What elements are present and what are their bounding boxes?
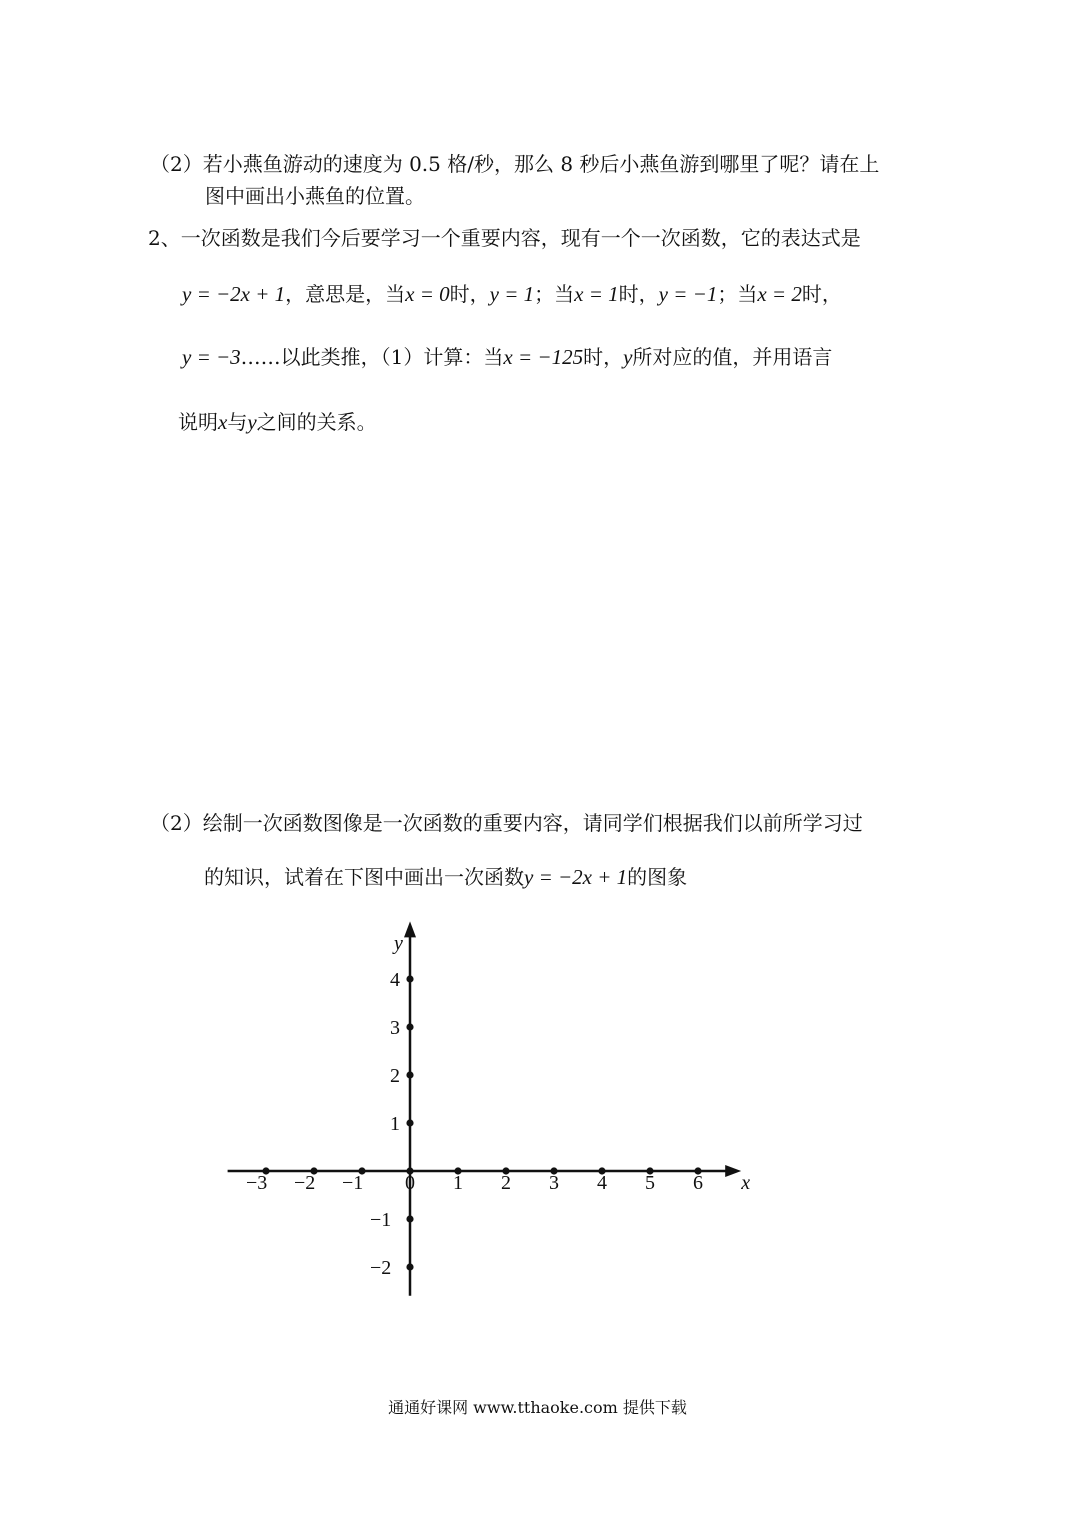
y-axis-arrow (404, 921, 416, 937)
x-tick-label: −2 (294, 1172, 316, 1194)
y-tick-label: 4 (390, 969, 400, 991)
text: 之间的关系。 (256, 410, 377, 434)
x-tick-label: 0 (405, 1172, 415, 1194)
x-tick-label: 3 (549, 1172, 559, 1194)
x-tick-label: 1 (453, 1172, 463, 1194)
x-tick-label: 5 (645, 1172, 655, 1194)
y-tick-dot (406, 1071, 413, 1078)
footer-text: 通通好课网 www.tthaoke.com 提供下载 (388, 1398, 687, 1417)
var-x: x (218, 410, 228, 434)
condition-x2: x = 2 (757, 282, 802, 306)
text: 说明 (178, 410, 218, 434)
condition-x-125: x = −125 (503, 345, 584, 369)
y-tick-label: 1 (390, 1113, 400, 1135)
formula-text: y = −2x + 1 (524, 865, 628, 889)
y-tick-dot (406, 1215, 413, 1222)
q2-part2-line1: （2）绘制一次函数图像是一次函数的重要内容，请同学们根据我们以前所学习过 (150, 811, 863, 835)
text: 时， (449, 282, 490, 306)
y-axis-label: y (394, 932, 403, 955)
text: 时， (583, 345, 624, 369)
x-tick-label: 6 (693, 1172, 703, 1194)
y-tick-dot (406, 975, 413, 982)
var-y: y (247, 410, 257, 434)
y-tick-label: −1 (370, 1209, 392, 1231)
text: ……以此类推，（1）计算：当 (240, 345, 504, 369)
x-tick-label: 2 (501, 1172, 511, 1194)
y-tick-label: −2 (370, 1257, 392, 1279)
value-y1: y = 1 (489, 282, 535, 306)
y-tick-dot (406, 1023, 413, 1030)
x-tick-label: −3 (246, 1172, 268, 1194)
text: 时， (618, 282, 659, 306)
text: 的知识，试着在下图中画出一次函数 (204, 865, 524, 889)
value-y-1: y = −1 (658, 282, 718, 306)
y-tick-label: 2 (390, 1065, 400, 1087)
y-tick-dot (406, 1263, 413, 1270)
y-tick-label: 3 (390, 1017, 400, 1039)
q1-part2-line1: （2）若小燕鱼游动的速度为 0.5 格/秒，那么 8 秒后小燕鱼游到哪里了呢？请在上 (150, 152, 880, 176)
text: ；当 (717, 282, 758, 306)
text: 时， (801, 282, 842, 306)
text: 的图象 (627, 865, 688, 889)
condition-x1: x = 1 (574, 282, 619, 306)
y-tick-dot (406, 1119, 413, 1126)
x-axis-arrow (725, 1165, 741, 1177)
text: 所对应的值，并用语言 (632, 345, 833, 369)
x-tick-label: 4 (597, 1172, 607, 1194)
text: ；当 (534, 282, 575, 306)
x-tick-label: −1 (342, 1172, 364, 1194)
condition-x0: x = 0 (405, 282, 450, 306)
value-y-3: y = −3 (182, 345, 241, 369)
formula-text: y = −2x + 1 (182, 282, 286, 306)
text: ，意思是，当 (285, 282, 406, 306)
q1-part2-line2: 图中画出小燕鱼的位置。 (205, 184, 425, 208)
x-axis-label: x (741, 1172, 751, 1194)
text: 与 (227, 410, 248, 434)
var-y: y (623, 345, 633, 369)
q2-intro: 2、一次函数是我们今后要学习一个重要内容，现有一个一次函数，它的表达式是 (148, 226, 861, 250)
